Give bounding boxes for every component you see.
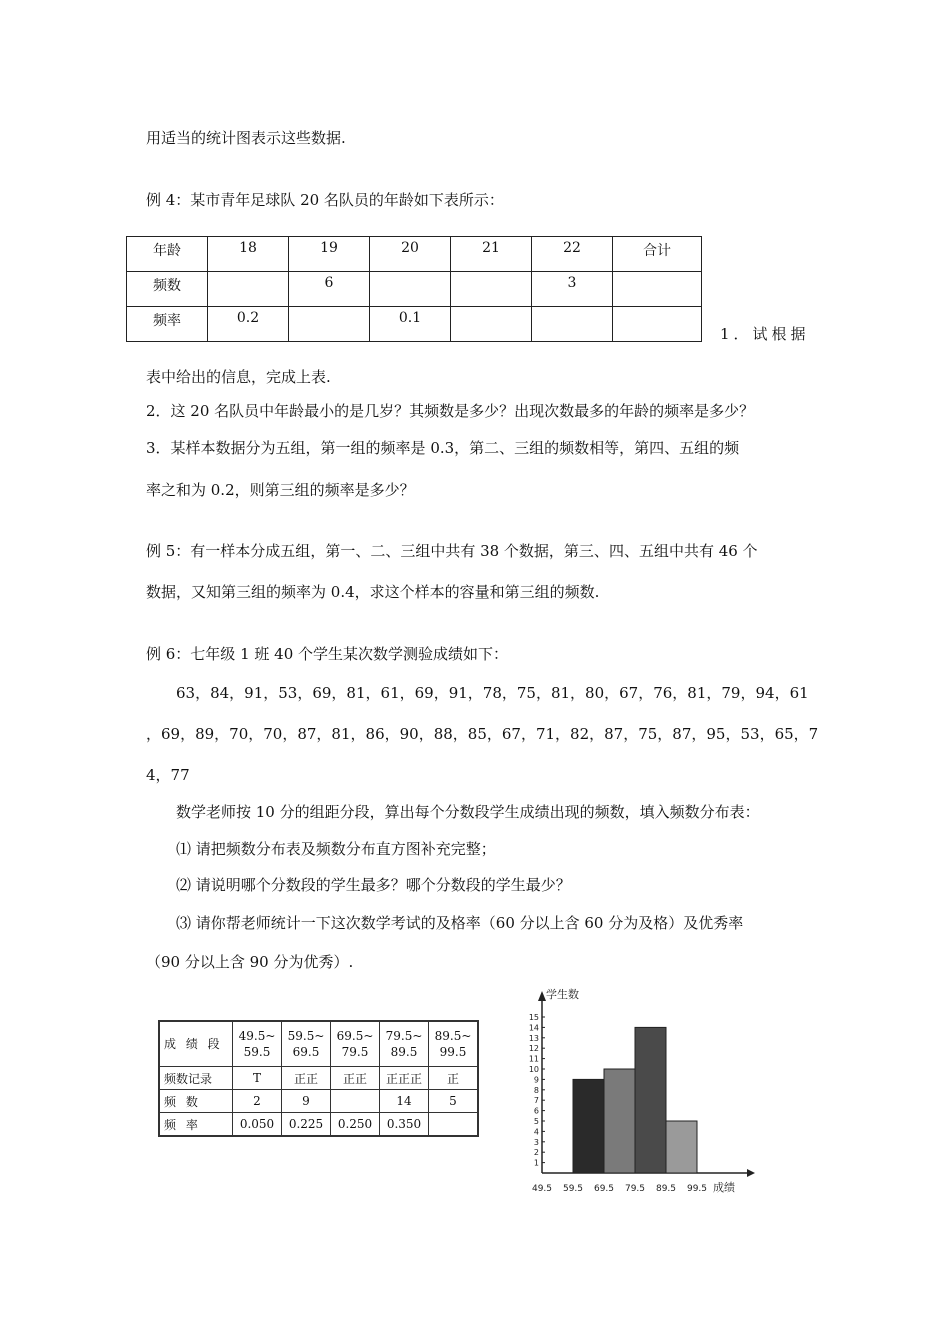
x-tick-label: 79.5 [624,1184,646,1194]
question-1-rest: 表中给出的信息，完成上表. [146,368,331,386]
x-axis-label: 成绩 [713,1181,735,1194]
rate-cell [289,307,370,342]
tally-cell: 正正 [282,1067,331,1090]
segment-start: 89.5~ [434,1029,472,1043]
x-tick-label: 99.5 [686,1184,708,1194]
rate-cell [613,307,702,342]
frequency-cell [331,1090,380,1113]
part-2: ⑵ 请说明哪个分数段的学生最多？哪个分数段的学生最少？ [176,876,571,894]
segment-end: 79.5 [341,1045,369,1059]
y-tick-label: 1 [533,1158,539,1168]
part-3-line-2: （90 分以上含 90 分为优秀）. [146,953,354,971]
histogram-chart [515,985,785,1205]
example-6-title: 例 6：七年级 1 班 40 个学生某次数学测验成绩如下： [146,645,509,663]
part-3-line-1: ⑶ 请你帮老师统计一下这次数学考试的及格率（60 分以上含 60 分为及格）及优秀率 [176,914,744,932]
frequency-cell: 14 [380,1090,429,1113]
histogram-bar [635,1027,666,1173]
segment-cell [429,1021,479,1067]
age-table-rate-row [127,307,702,342]
segment-end: 69.5 [292,1045,320,1059]
age-header-cell: 22 [532,237,613,272]
row-label: 频 数 [159,1090,233,1113]
rate-value-cell: 0.350 [380,1113,429,1137]
y-tick-label: 14 [528,1023,539,1033]
part-1: ⑴ 请把频数分布表及频数分布直方图补充完整； [176,840,496,858]
row-label: 频 率 [159,1113,233,1137]
y-tick-label: 13 [528,1033,539,1043]
example-5-line-2: 数据，又知第三组的频率为 0.4，求这个样本的容量和第三组的频数. [146,583,600,601]
histogram-bar [573,1079,604,1173]
tally-cell: 正正 [331,1067,380,1090]
rate-value-cell: 0.050 [233,1113,282,1137]
y-tick-label: 11 [528,1054,539,1064]
rate-value-cell: 0.250 [331,1113,380,1137]
segment-row [159,1021,478,1067]
y-tick-label: 3 [533,1137,539,1147]
x-tick-label: 89.5 [655,1184,677,1194]
segment-start: 59.5~ [287,1029,325,1043]
age-header-cell: 合计 [613,237,702,272]
intro-line: 用适当的统计图表示这些数据. [146,129,346,147]
y-tick-label: 10 [528,1065,539,1074]
tally-cell: 正 [429,1067,479,1090]
frequency-cell: 9 [282,1090,331,1113]
rate-value-cell [429,1113,479,1137]
segment-end: 99.5 [439,1045,467,1059]
score-data-line-1: 63，84，91，53，69，81，61，69，91，78，75，81，80，67，76，81，79，94，61 [176,684,809,702]
segment-start: 79.5~ [385,1029,423,1043]
rate-cell: 0.2 [208,307,289,342]
age-header-cell: 年龄 [127,237,208,272]
x-tick-label: 49.5 [531,1184,553,1194]
y-tick-label: 12 [528,1044,539,1054]
segment-end: 89.5 [390,1045,418,1059]
y-tick-label: 5 [533,1117,539,1126]
score-data-line-2: ，69，89，70，70，87，81，86，90，88，85，67，71，82，87，75，87，95，53，65，7 [146,725,819,743]
segment-cell [282,1021,331,1067]
tally-row [159,1067,478,1090]
freq-cell [613,272,702,307]
y-tick-label: 6 [533,1106,539,1116]
rate-row [159,1113,478,1137]
example-6-description: 数学老师按 10 分的组距分段，算出每个分数段学生成绩出现的频数，填入频数分布表： [176,803,760,821]
freq-cell: 6 [289,272,370,307]
frequency-cell: 2 [233,1090,282,1113]
segment-cell [233,1021,282,1067]
freq-cell [208,272,289,307]
y-tick-label: 4 [533,1127,539,1137]
question-3-line-1: 3．某样本数据分为五组，第一组的频率是 0.3，第二、三组的频数相等，第四、五组的频 [146,439,740,457]
rate-value-cell: 0.225 [282,1113,331,1137]
frequency-row [159,1090,478,1113]
segment-start: 69.5~ [336,1029,374,1043]
y-axis-arrow [538,991,546,1001]
age-header-cell: 20 [370,237,451,272]
x-tick-label: 69.5 [593,1184,615,1194]
freq-cell: 3 [532,272,613,307]
row-label: 频数记录 [159,1067,233,1090]
score-data-line-3: 4，77 [146,766,190,784]
freq-cell [451,272,532,307]
age-table-freq-row [127,272,702,307]
y-tick-label: 2 [533,1148,539,1158]
tally-cell: 正正正 [380,1067,429,1090]
frequency-cell: 5 [429,1090,479,1113]
rate-cell: 0.1 [370,307,451,342]
x-axis-arrow [747,1169,755,1177]
age-table-header-row [127,237,702,272]
frequency-distribution-table [158,1020,479,1137]
age-header-cell: 18 [208,237,289,272]
row-label: 成 绩 段 [159,1021,233,1067]
x-tick-label: 59.5 [562,1184,584,1194]
freq-cell: 频数 [127,272,208,307]
y-tick-label: 8 [533,1085,539,1095]
freq-cell [370,272,451,307]
age-header-cell: 21 [451,237,532,272]
example-4-title: 例 4：某市青年足球队 20 名队员的年龄如下表所示： [146,191,504,209]
rate-cell [532,307,613,342]
age-header-cell: 19 [289,237,370,272]
rate-cell: 频率 [127,307,208,342]
age-table [126,236,702,342]
segment-cell [380,1021,429,1067]
histogram-bar [666,1121,697,1173]
y-tick-label: 15 [528,1013,539,1022]
rate-cell [451,307,532,342]
y-axis-label: 学生数 [546,988,579,1001]
y-tick-label: 7 [533,1096,539,1106]
question-1-tail: 1．试根据 [720,325,810,343]
segment-start: 49.5~ [238,1029,276,1043]
histogram-bar [604,1069,635,1173]
question-3-line-2: 率之和为 0.2，则第三组的频率是多少？ [146,481,415,499]
example-5-line-1: 例 5：有一样本分成五组，第一、二、三组中共有 38 个数据，第三、四、五组中共有 46 个 [146,542,758,560]
question-2: 2．这 20 名队员中年龄最小的是几岁？其频数是多少？出现次数最多的年龄的频率是多少？ [146,402,755,420]
tally-cell: T [233,1067,282,1090]
segment-end: 59.5 [243,1045,271,1059]
segment-cell [331,1021,380,1067]
y-tick-label: 9 [533,1075,539,1085]
